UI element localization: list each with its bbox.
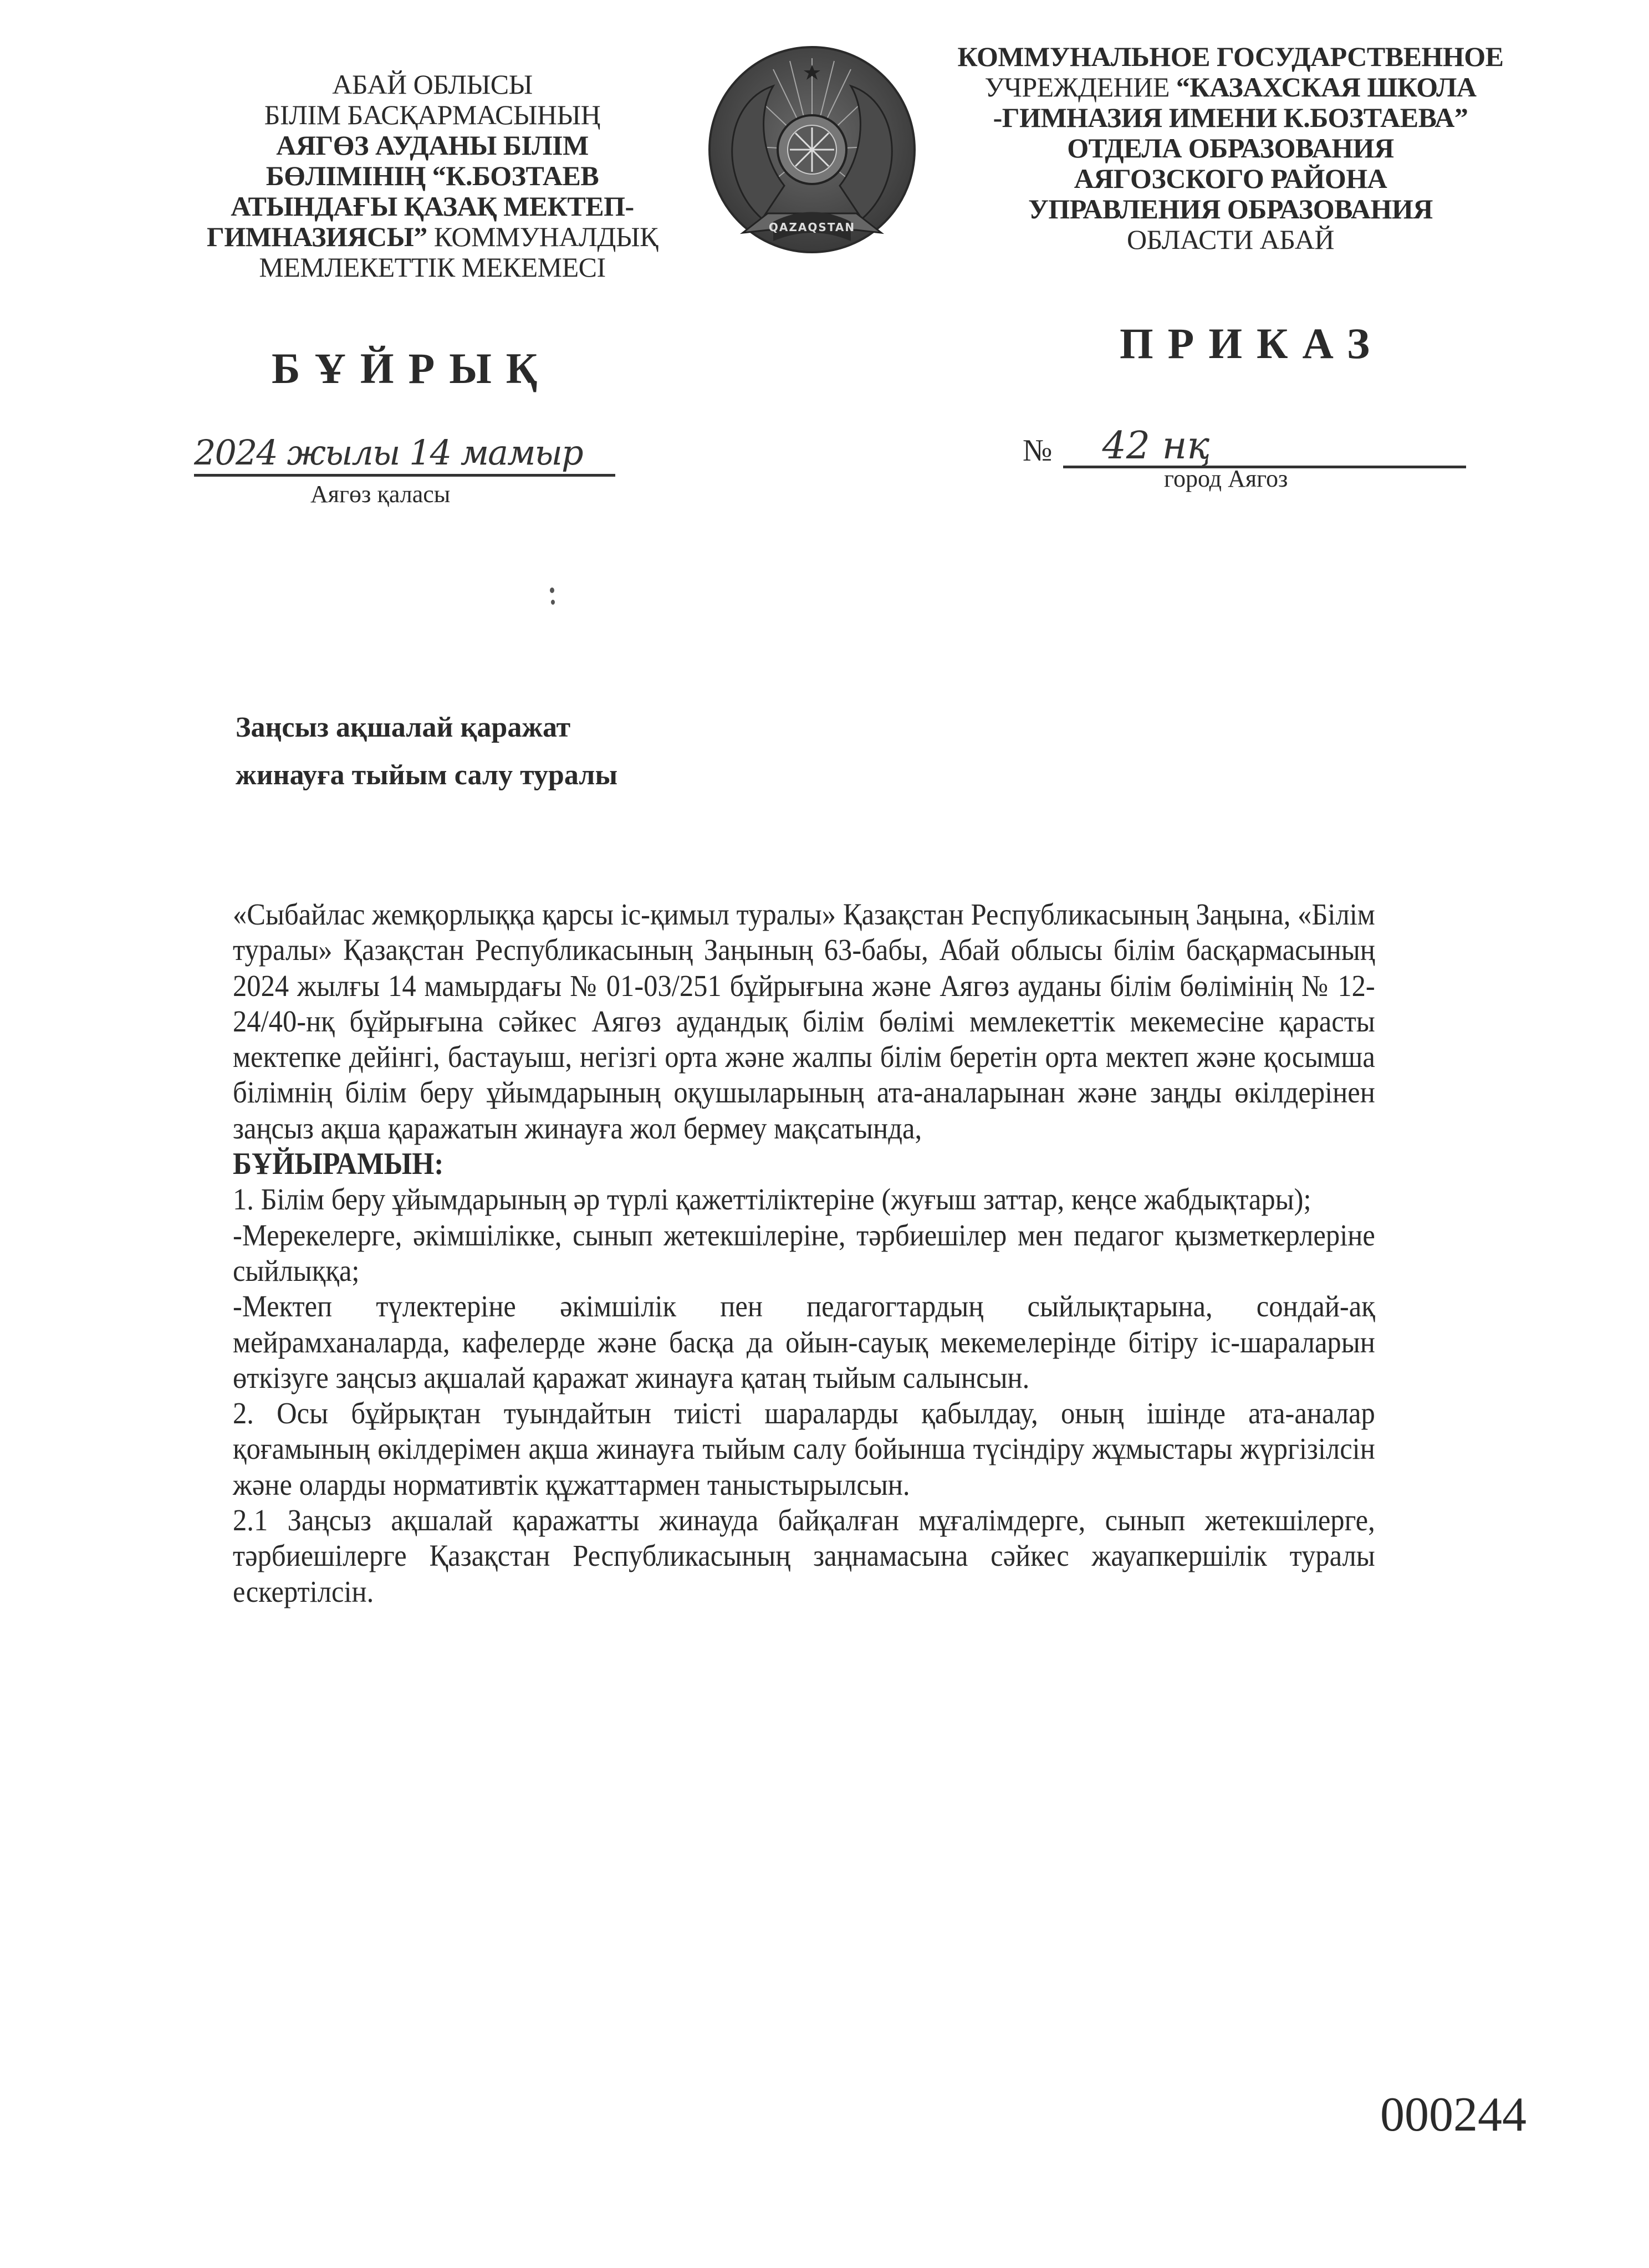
order-subject bbox=[236, 704, 617, 799]
order-number-handwritten: 42 нқ bbox=[1063, 427, 1466, 468]
order-number-field bbox=[1023, 424, 1466, 468]
header-left-line: МЕМЛЕКЕТТІК МЕКЕМЕСІ bbox=[259, 252, 606, 283]
header-left-line-bold: ГИМНАЗИЯСЫ” bbox=[207, 221, 427, 252]
header-right-line bbox=[953, 72, 1508, 103]
state-emblem-icon bbox=[696, 36, 928, 269]
header-right-line: ОТДЕЛА ОБРАЗОВАНИЯ bbox=[1067, 132, 1394, 164]
header-right-line: АЯГОЗСКОГО РАЙОНА bbox=[1074, 163, 1387, 194]
header-right-line-bold: “КАЗАХСКАЯ ШКОЛА bbox=[1176, 71, 1477, 103]
header-left-line: АБАЙ ОБЛЫСЫ bbox=[332, 69, 533, 100]
header-left-line-regular: КОММУНАЛДЫҚ bbox=[427, 221, 658, 252]
header-left-line: АЯГӨЗ АУДАНЫ БІЛІМ bbox=[276, 130, 589, 161]
serial-number: 000244 bbox=[1380, 2088, 1527, 2142]
scan-speck bbox=[550, 588, 554, 593]
order-title-ru: ПРИКАЗ bbox=[1120, 319, 1385, 367]
order-body bbox=[233, 897, 1375, 1610]
city-kz: Аягөз қаласы bbox=[310, 481, 451, 508]
header-left-line: БІЛІМ БАСҚАРМАСЫНЫҢ bbox=[264, 99, 601, 130]
header-left-line: АТЫНДАҒЫ ҚАЗАҚ МЕКТЕП- bbox=[231, 191, 634, 222]
preamble-paragraph: «Сыбайлас жемқорлыққа қарсы іс-қимыл туралы» Қазақстан Республикасының Заңына, «Білім туралы» Қазақстан Республикасының Заңының 63-бабы, Абай облысы білім басқармасының 2024 жылғы 14 мамырдағы № 01-03/251 бұйрығына және Аягөз ауданы білім бөлімінің № 12-24/40-нқ бұйрығына сәйкес Аягөз аудандық білім бөлімі мемлекеттік мекемесіне қарасты мектепке дейінгі, бастауыш, негізгі орта және жалпы білім беретін орта мектеп және қосымша білімнің білім беру ұйымдарының оқушыларының ата-аналарынан және заңды өкілдерінен заңсыз ақша қаражатын жинауға жол бермеу мақсатында, bbox=[233, 897, 1375, 1145]
header-right-line: УПРАВЛЕНИЯ ОБРАЗОВАНИЯ bbox=[1028, 193, 1433, 224]
header-right-line: КОММУНАЛЬНОЕ ГОСУДАРСТВЕННОЕ bbox=[957, 41, 1504, 72]
order-item: -Мектеп түлектеріне әкімшілік пен педагогтардың сыйлықтарына, сондай-ақ мейрамханаларда, кафелерде және басқа да ойын-сауық мекемелерінде бітіру іс-шараларын өткізуге заңсыз ақшалай қаражат жинауға қатаң тыйым салынсын. bbox=[233, 1289, 1375, 1394]
order-item: 1. Білім беру ұйымдарының әр түрлі қажеттіліктеріне (жуғыш заттар, кеңсе жабдықтары); bbox=[233, 1182, 1311, 1217]
header-left-line bbox=[183, 222, 682, 252]
order-item: -Мерекелерге, әкімшілікке, сынып жетекшілеріне, тәрбиешілер мен педагог қызметкерлеріне сыйлыққа; bbox=[233, 1218, 1375, 1288]
subject-line: Заңсыз ақшалай қаражат bbox=[236, 712, 571, 743]
header-right-line-regular: УЧРЕЖДЕНИЕ bbox=[984, 71, 1176, 103]
order-item: 2.1 Заңсыз ақшалай қаражатты жинауда байқалған мұғалімдерге, сынып жетекшілерге, тәрбиешілерге Қазақстан Республикасының заңнамасына сәйкес жауапкершілік туралы ескертілсін. bbox=[233, 1503, 1375, 1608]
number-sign: № bbox=[1023, 433, 1053, 468]
city-ru: город Аягоз bbox=[1164, 465, 1288, 492]
subject-line: жинауға тыйым салу туралы bbox=[236, 759, 618, 791]
header-right-line: -ГИМНАЗИЯ ИМЕНИ К.БОЗТАЕВА” bbox=[993, 102, 1468, 133]
scan-speck bbox=[551, 600, 555, 605]
header-left-line: БӨЛІМІНІҢ “К.БОЗТАЕВ bbox=[266, 160, 599, 191]
order-date-handwritten: 2024 жылы 14 мамыр bbox=[194, 432, 615, 477]
header-right-institution bbox=[953, 42, 1508, 255]
emblem-ribbon-text: QAZAQSTAN bbox=[768, 221, 856, 234]
order-item: 2. Осы бұйрықтан туындайтын тиісті шараларды қабылдау, оның ішінде ата-аналар қоғамының өкілдерімен ақша жинауға тыйым салу бойынша түсіндіру жұмыстары жүргізілсін және оларды нормативтік құжаттармен таныстырылсын. bbox=[233, 1396, 1375, 1501]
header-left-institution bbox=[183, 69, 682, 283]
header-right-line: ОБЛАСТИ АБАЙ bbox=[1127, 224, 1334, 255]
order-title-kz: БҰЙРЫҚ bbox=[272, 344, 552, 392]
order-word: БҰЙЫРАМЫН: bbox=[233, 1147, 444, 1182]
